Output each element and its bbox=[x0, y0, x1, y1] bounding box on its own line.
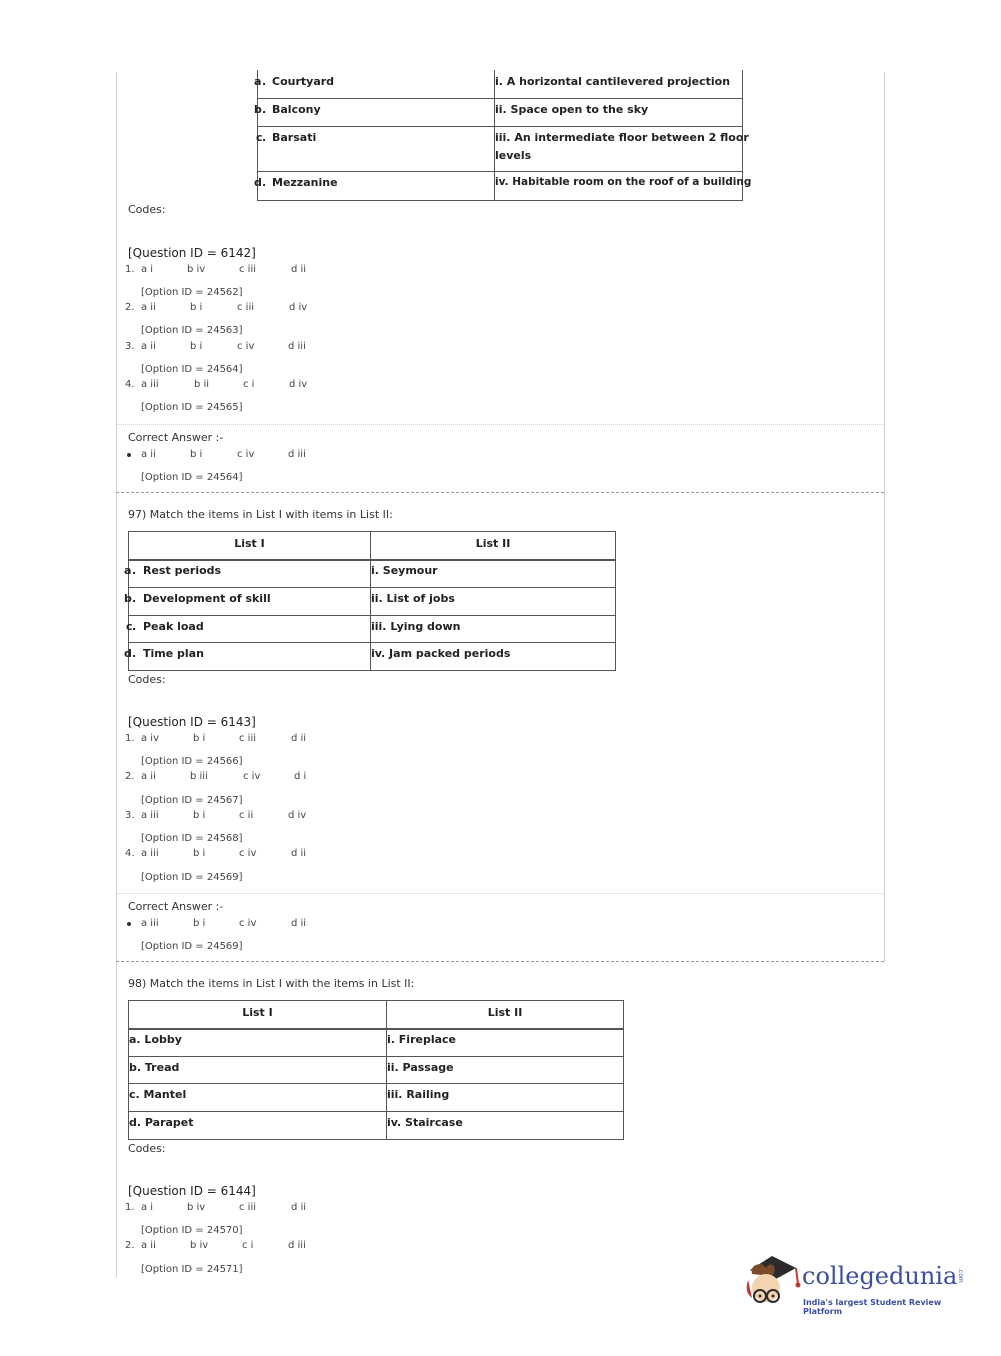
q97-option-2: 2. a ii b iii c iv d i bbox=[125, 771, 307, 782]
q98-option-2-id: [Option ID = 24571] bbox=[141, 1264, 243, 1275]
q97-question-id: [Question ID = 6143] bbox=[128, 715, 256, 729]
q96-correct-id: [Option ID = 24564] bbox=[141, 472, 243, 483]
left-rule bbox=[116, 72, 117, 1277]
q98-row-b-left: b. Tread bbox=[129, 1061, 180, 1074]
q96-question-id: [Question ID = 6142] bbox=[128, 246, 256, 260]
q96-row-b-right: ii. Space open to the sky bbox=[495, 103, 649, 116]
logo-tagline: India's largest Student Review Platform bbox=[803, 1298, 942, 1316]
q97-match-table: List I List II a . Rest periods i. Seymour b . Development of skill ii. List of jobs c . Peak load iii. Lying down d . Time plan iv. Jam packed periods bbox=[128, 531, 616, 671]
q96-row-b-letter: b bbox=[254, 103, 262, 116]
q96-option-2: 2. a ii b i c iii d iv bbox=[125, 302, 308, 313]
q97-option-4-id: [Option ID = 24569] bbox=[141, 872, 243, 883]
q97-option-4: 4. a iii b i c iv d ii bbox=[125, 848, 307, 859]
q97-row-d-letter: d bbox=[124, 647, 132, 660]
q96-row-a-right: i. A horizontal cantilevered projection bbox=[495, 75, 731, 88]
q97-correct-id: [Option ID = 24569] bbox=[141, 941, 243, 952]
q97-row-a-left: Rest periods bbox=[143, 564, 222, 577]
q96-correct-answer: a ii b i c iv d iii bbox=[0, 449, 600, 461]
q98-option-1-id: [Option ID = 24570] bbox=[141, 1225, 243, 1236]
q97-row-b-right: ii. List of jobs bbox=[371, 592, 455, 605]
q98-codes-label: Codes: bbox=[128, 1142, 166, 1155]
q97-correct-label: Correct Answer :- bbox=[128, 900, 224, 913]
mascot-icon bbox=[742, 1250, 804, 1312]
q96-row-c-right: iii. An intermediate floor between 2 floor bbox=[495, 131, 749, 144]
q97-correct-answer: a iii b i c iv d ii bbox=[0, 918, 600, 930]
bullet-icon bbox=[127, 453, 131, 457]
q98-option-2: 2. a ii b iv c i d iii bbox=[125, 1240, 306, 1251]
q97-row-c-letter: c bbox=[126, 620, 133, 633]
q98-question-id: [Question ID = 6144] bbox=[128, 1184, 256, 1198]
q98-header-list1: List I bbox=[242, 1006, 273, 1019]
q96-option-2-id: [Option ID = 24563] bbox=[141, 325, 243, 336]
q96-match-table: a . Courtyard i. A horizontal cantilevered projection b . Balcony ii. Space open to the sky c . Barsati iii. An intermediate floor between 2 floor levels d . Mezzanine iv. Habitable room on the roof of a building bbox=[257, 70, 743, 201]
q98-row-a-right: i. Fireplace bbox=[387, 1033, 456, 1046]
q97-row-d-right: iv. Jam packed periods bbox=[371, 647, 511, 660]
q98-row-c-left: c. Mantel bbox=[129, 1088, 187, 1101]
q96-option-4: 4. a iii b ii c i d iv bbox=[125, 379, 308, 390]
q98-row-b-right: ii. Passage bbox=[387, 1061, 454, 1074]
logo-wordmark: collegedunia bbox=[802, 1262, 958, 1290]
q97-option-2-id: [Option ID = 24567] bbox=[141, 795, 243, 806]
q96-option-4-id: [Option ID = 24565] bbox=[141, 402, 243, 413]
q97-title: 97) Match the items in List I with items in List II: bbox=[128, 508, 393, 521]
q96-divider bbox=[116, 424, 884, 425]
question-separator bbox=[116, 492, 884, 493]
q97-row-b-left: Development of skill bbox=[143, 592, 271, 605]
q97-row-a-letter: a bbox=[124, 564, 132, 577]
q96-row-c-left: Barsati bbox=[272, 131, 317, 144]
question-separator bbox=[116, 961, 884, 962]
q97-row-d-left: Time plan bbox=[143, 647, 204, 660]
q96-row-a-letter: a bbox=[254, 75, 262, 88]
q96-correct-label: Correct Answer :- bbox=[128, 431, 224, 444]
q97-divider bbox=[116, 893, 884, 894]
q98-match-table bbox=[128, 1000, 624, 1140]
q97-option-1-id: [Option ID = 24566] bbox=[141, 756, 243, 767]
q97-header-list2: List II bbox=[475, 537, 511, 550]
q96-row-d-right: iv. Habitable room on the roof of a building bbox=[495, 176, 752, 188]
q96-row-d-left: Mezzanine bbox=[272, 176, 338, 189]
q96-option-1-id: [Option ID = 24562] bbox=[141, 287, 243, 298]
q97-header-list1: List I bbox=[234, 537, 265, 550]
q96-row-c-letter: c bbox=[256, 131, 263, 144]
q97-option-3-id: [Option ID = 24568] bbox=[141, 833, 243, 844]
q96-option-3: 3. a ii b i c iv d iii bbox=[125, 341, 306, 352]
q98-header-list2: List II bbox=[487, 1006, 523, 1019]
q97-row-c-right: iii. Lying down bbox=[371, 620, 461, 633]
q97-row-b-letter: b bbox=[124, 592, 132, 605]
q96-row-c-right-cont: levels bbox=[495, 149, 532, 162]
q98-row-c-right: iii. Railing bbox=[387, 1088, 450, 1101]
q96-row-d-letter: d bbox=[254, 176, 262, 189]
q97-option-1: 1. a iv b i c iii d ii bbox=[125, 733, 307, 744]
bullet-icon bbox=[127, 922, 131, 926]
q97-codes-label: Codes: bbox=[128, 673, 166, 686]
collegedunia-logo[interactable] bbox=[742, 1250, 972, 1320]
q96-option-3-id: [Option ID = 24564] bbox=[141, 364, 243, 375]
right-rule bbox=[884, 72, 885, 962]
q97-row-c-left: Peak load bbox=[143, 620, 204, 633]
logo-suffix: .com bbox=[957, 1268, 964, 1283]
q97-row-a-right: i. Seymour bbox=[371, 564, 438, 577]
q96-option-1: 1. a i b iv c iii d ii bbox=[125, 264, 307, 275]
q98-option-1: 1. a i b iv c iii d ii bbox=[125, 1202, 307, 1213]
q98-row-d-left: d. Parapet bbox=[129, 1116, 194, 1129]
q98-title: 98) Match the items in List I with the items in List II: bbox=[128, 977, 415, 990]
q98-row-a-left: a. Lobby bbox=[129, 1033, 182, 1046]
q97-option-3: 3. a iii b i c ii d iv bbox=[125, 810, 307, 821]
q96-row-a-left: Courtyard bbox=[272, 75, 335, 88]
q96-row-b-left: Balcony bbox=[272, 103, 321, 116]
q96-codes-label: Codes: bbox=[128, 203, 166, 216]
q98-row-d-right: iv. Staircase bbox=[387, 1116, 463, 1129]
